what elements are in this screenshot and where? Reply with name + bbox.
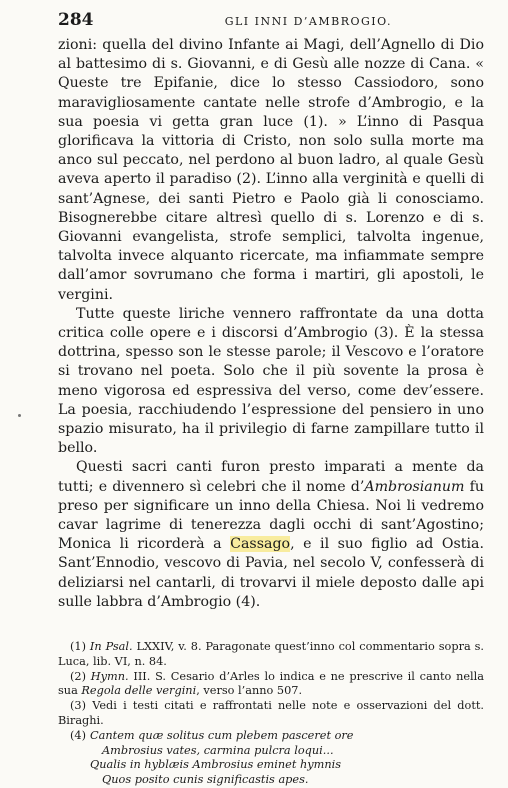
text-segment: Tutte queste liriche vennero raffrontate da una dotta critica colle opere e i discorsi d’Ambrogio (3). È la stessa dottrina, spesso son le stesse parole; il Vescovo e l’oratore si trovano nel poeta. Solo che il più sovente la prosa è meno vigorosa ed espressiva del verso, come dev’essere. La poesia, racchiudendo l’espressione del pensiero in uno spazio misurato, ha il privilegio di farne zampillare tutto il bello. — [58, 305, 484, 457]
verse-line-3: Qualis in hyblæis Ambrosius eminet hymnis — [90, 758, 342, 772]
paragraph-2 — [58, 305, 484, 459]
footnote-text: , verso l’anno 507. — [196, 684, 303, 698]
footnote-2 — [58, 670, 484, 700]
paragraph-1 — [58, 36, 484, 305]
footnote-italic: Regola delle vergini — [81, 684, 197, 698]
footnote-text: III. S. Cesario d’Arles lo indica e ne prescrive il canto nella sua — [58, 669, 484, 698]
paragraph-3 — [58, 458, 484, 612]
margin-speck — [18, 414, 21, 417]
footnote-3 — [58, 699, 484, 729]
text-segment: Questi sacri canti furon presto imparati a mente da tutti; e divennero sì celebri che il nome d’ — [58, 459, 484, 495]
text-segment: zioni: quella del divino Infante ai Magi, dell’Agnello di Dio al battesimo di s. Giovanni, e di Gesù alle nozze di Cana. « Queste tre Epifanie, dice lo stesso Cassiodoro, sono maravigliosamente cantate nelle strofe d’Ambrogio, e la sua poesia vi getta gran luce (1). » L’inno di Pasqua glorificava la vittoria di Cristo, non solo sulla morte ma anco sul peccato, nel perdono al buon ladro, al quale Gesù aveva aperto il paradiso (2). L’inno alla verginità e quelli di sant’Agnese, dei santi Pietro e Paolo già li conosciamo. Bisognerebbe citare altresì quello di s. Lorenzo e di s. Giovanni evangelista, strofe semplici, talvolta ingenue, talvolta invece alquanto ricercate, ma infiammate sempre dall’amor sovrumano che forma i martiri, gli apostoli, le vergini. — [58, 37, 484, 303]
footnote-number: (4) — [70, 728, 87, 742]
text-segment: fu preso per significare un inno della Chiesa. Noi li vedremo cavar lagrime di tenerezza dagli occhi di sant’Agostino; Monica li ricorderà a — [58, 478, 484, 553]
verse-line-2: Ambrosius vates, carmina pulcra loqui... — [102, 743, 334, 757]
page-header — [58, 10, 484, 34]
footnote-italic: Hymn. — [90, 669, 129, 683]
footnote-number: (2) — [70, 669, 91, 683]
verse-line-4: Quos posito cunis significastis apes. — [102, 773, 309, 787]
footnote-italic: In Psal. — [89, 640, 133, 654]
verse-line-1 — [58, 729, 484, 744]
page-number: 284 — [58, 10, 94, 30]
footnote-text: LXXIV, v. 8. Paragonate quest’inno col commentario sopra s. Luca, lib. VI, n. 84. — [58, 640, 485, 668]
footnotes — [58, 640, 484, 788]
text-segment: , e il suo figlio ad Ostia. Sant’Ennodio, vescovo di Pavia, nel secolo V, confesserà di deliziarsi nel cantarli, di trovarvi il miele deposto dalle api sulle labbra d’Ambrogio (4). — [58, 536, 485, 610]
highlighted-word-cassago: Cassago — [230, 536, 291, 553]
footnote-4-verse — [58, 729, 484, 788]
footnote-text: (3) Vedi i testi citati e raffrontati nelle note e osservazioni del dott. Biraghi. — [58, 699, 484, 728]
body-text — [58, 36, 484, 612]
italic-term-ambrosianum: Ambrosianum — [364, 478, 465, 495]
footnote-number: (1) — [70, 640, 90, 654]
book-page — [58, 10, 484, 788]
running-head: GLI INNI D’AMBROGIO. — [224, 15, 392, 28]
footnote-1 — [58, 640, 484, 670]
verse-text: Cantem quæ solitus cum plebem pasceret ore — [90, 728, 354, 742]
